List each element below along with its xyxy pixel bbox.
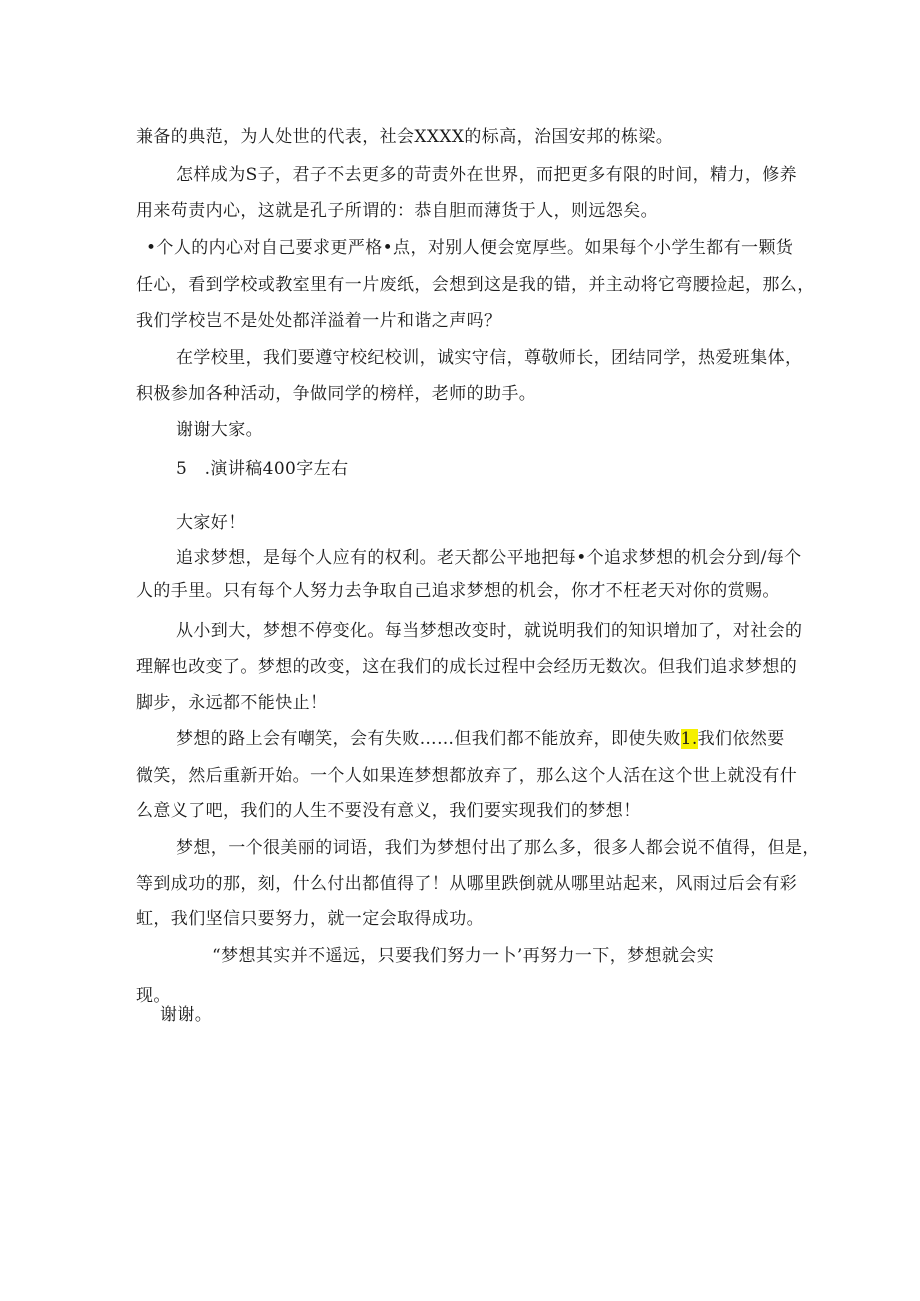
text-line: 梦想，一个很美丽的词语，我们为梦想付出了那么多，很多人都会说不值得，但是，: [176, 838, 820, 858]
text-segment: 梦想的路上会有嘲笑，会有失败……但我们都不能放弃，即使失败: [176, 729, 681, 749]
text-line: 兼备的典范，为人处世的代表，社会XXXX的标高，治国安邦的栋梁。: [136, 127, 674, 147]
text-line: 积极参加各种活动，争做同学的榜样，老师的助手。: [136, 384, 537, 404]
text-line: 理解也改变了。梦想的改变，这在我们的成长过程中会经历无数次。但我们追求梦想的: [136, 657, 798, 677]
text-line: 谢谢。: [160, 1005, 213, 1025]
text-line: [176, 727, 785, 751]
text-line: 微笑，然后重新开始。一个人如果连梦想都放弃了，那么这个人活在这个世上就没有什: [136, 766, 798, 786]
text-line: 我们学校岂不是处处都洋溢着一片和谐之声吗？: [136, 311, 502, 331]
text-line: 人的手里。只有每个人努力去争取自己追求梦想的机会，你才不枉老天对你的赏赐。: [136, 581, 780, 601]
highlighted-text: 1.: [680, 729, 698, 749]
text-line: 任心，看到学校或教室里有一片废纸，会想到这是我的错，并主动将它弯腰捡起，那么，: [136, 275, 815, 295]
text-line: •个人的内心对自己要求更严格•点，对别人便会宽厚些。如果每个小学生都有一颗货: [146, 238, 794, 258]
section-heading: 5 .演讲稿400字左右: [176, 459, 349, 479]
text-line: “梦想其实并不遥远，只要我们努力一卜’再努力一下，梦想就会实: [212, 946, 715, 966]
text-line: 么意义了吧，我们的人生不要没有意义，我们要实现我们的梦想！: [136, 801, 641, 821]
text-line: 现。: [136, 986, 171, 1006]
text-line: 虹，我们坚信只要努力，就一定会取得成功。: [136, 909, 484, 929]
text-line: 用来苟责内心，这就是孔子所谓的：恭自胆而薄货于人，则远怨矣。: [136, 201, 658, 221]
text-line: 谢谢大家。: [176, 420, 263, 440]
text-segment: 我们依然要: [697, 729, 785, 749]
text-line: 追求梦想，是每个人应有的权利。老天都公平地把每•个追求梦想的机会分到/每个: [176, 548, 802, 568]
text-line: 怎样成为S子，君子不去更多的苛责外在世界，而把更多有限的时间，精力，修养: [176, 165, 798, 185]
text-line: 脚步，永远都不能快止！: [136, 693, 328, 713]
text-line: 从小到大，梦想不停变化。每当梦想改变时，就说明我们的知识增加了，对社会的: [176, 621, 803, 641]
text-line: 等到成功的那，刻，什么付出都值得了！从哪里跌倒就从哪里站起来，风雨过后会有彩: [136, 874, 798, 894]
text-line: 在学校里，我们要遵守校纪校训，诚实守信，尊敬师长，团结同学，热爱班集体，: [176, 348, 803, 368]
text-line: 大家好！: [176, 513, 246, 533]
